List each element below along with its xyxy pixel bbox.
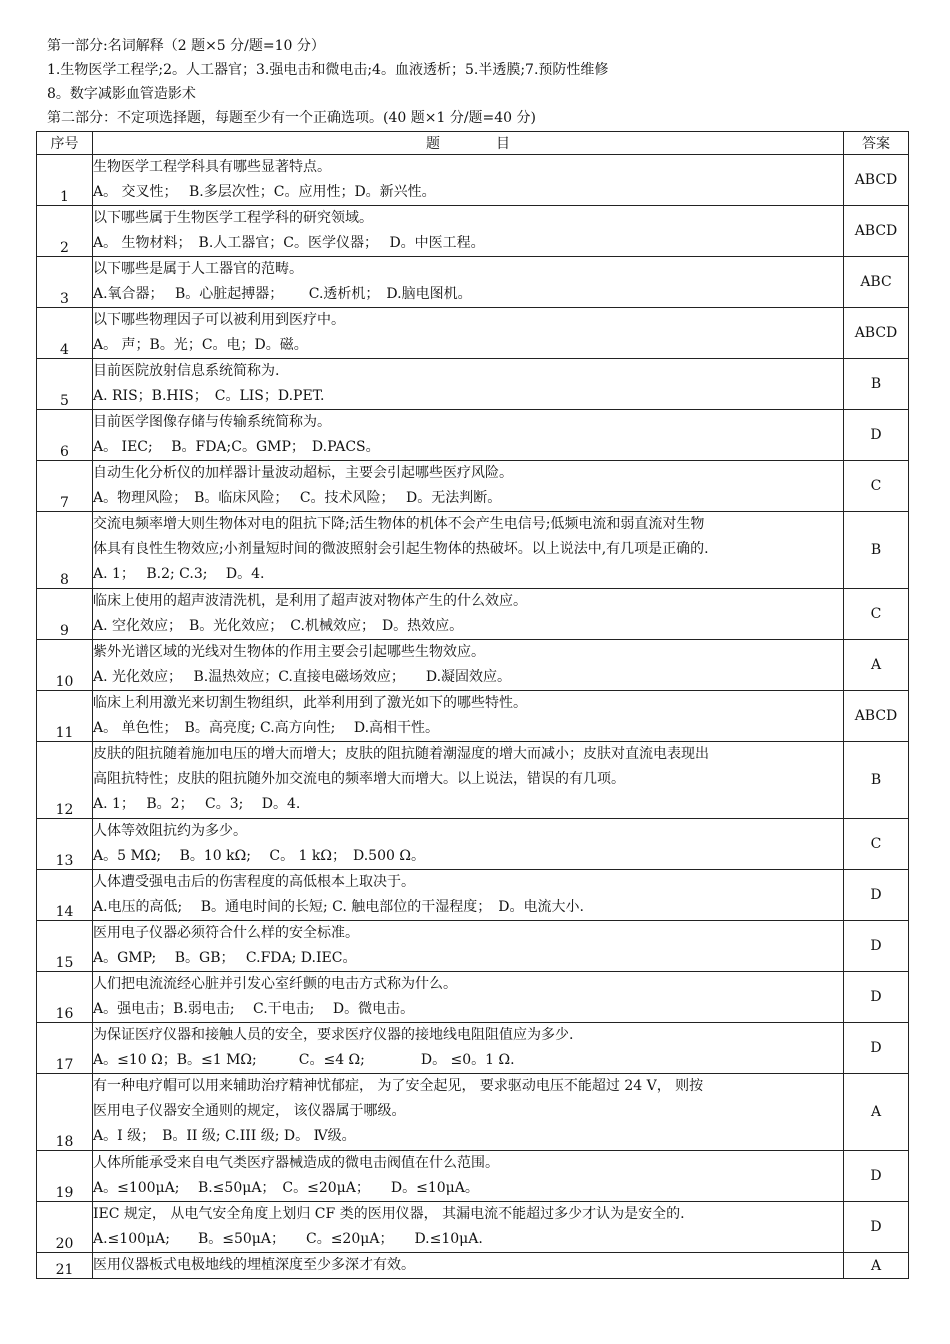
question-stem: 为保证医疗仪器和接触人员的安全，要求医疗仪器的接地线电阻阻值应为多少. (93, 1027, 574, 1043)
question-stem: 人体等效阻抗约为多少。 (93, 823, 247, 839)
question-number: 5 (37, 359, 93, 410)
question-table (36, 131, 909, 1279)
question-number: 4 (37, 308, 93, 359)
question-text (93, 870, 844, 921)
question-answer: A (844, 1253, 909, 1279)
question-options: A。≤100μA; B.≤50μA； C。≤20μA； D。≤10μA。 (93, 1180, 479, 1196)
question-number: 2 (37, 206, 93, 257)
question-number: 6 (37, 410, 93, 461)
table-row (37, 1253, 909, 1279)
table-row (37, 972, 909, 1023)
table-row (37, 1023, 909, 1074)
question-answer: ABCD (844, 155, 909, 206)
question-text (93, 742, 844, 819)
question-text (93, 691, 844, 742)
question-options: A. 空化效应； B。光化效应； C.机械效应； D。热效应。 (93, 618, 464, 634)
table-row (37, 589, 909, 640)
question-answer: D (844, 1202, 909, 1253)
question-number: 3 (37, 257, 93, 308)
table-row (37, 640, 909, 691)
question-text (93, 359, 844, 410)
question-number: 21 (37, 1253, 93, 1279)
question-stem: 皮肤的阻抗随着施加电压的增大而增大；皮肤的阻抗随着潮湿度的增大而减小；皮肤对直流电表现出 (93, 746, 709, 762)
part2-title: 第二部分：不定项选择题，每题至少有一个正确选项。(40 题×1 分/题=40 分) (47, 110, 536, 126)
question-options: A。5 MΩ; B。10 kΩ; C。 1 kΩ； D.500 Ω。 (93, 848, 425, 864)
question-answer: C (844, 819, 909, 870)
table-row (37, 1202, 909, 1253)
question-number: 19 (37, 1151, 93, 1202)
question-answer: A (844, 1074, 909, 1151)
question-text (93, 640, 844, 691)
question-stem: 紫外光谱区域的光线对生物体的作用主要会引起哪些生物效应。 (93, 644, 485, 660)
question-answer: D (844, 972, 909, 1023)
question-options: A。≤10 Ω；B。≤1 MΩ; C。≤4 Ω; D。 ≤0。1 Ω. (93, 1052, 515, 1068)
table-row (37, 921, 909, 972)
question-answer: D (844, 870, 909, 921)
question-stem: 以下哪些是属于人工器官的范畴。 (93, 261, 303, 277)
question-text (93, 589, 844, 640)
question-text (93, 512, 844, 589)
question-text (93, 819, 844, 870)
header-question: 题 目 (93, 132, 844, 155)
table-row (37, 819, 909, 870)
question-stem: 体具有良性生物效应;小剂量短时间的微波照射会引起生物体的热破坏。以上说法中,有几项是正确的. (93, 541, 709, 557)
table-row (37, 410, 909, 461)
question-text (93, 1151, 844, 1202)
question-options: A.电压的高低; B。通电时间的长短; C. 触电部位的干湿程度； D。电流大小. (93, 899, 584, 915)
question-answer: D (844, 1151, 909, 1202)
question-options: A。强电击；B.弱电击; C.干电击; D。微电击。 (93, 1001, 415, 1017)
question-answer: C (844, 589, 909, 640)
question-number: 13 (37, 819, 93, 870)
question-text (93, 410, 844, 461)
question-answer: D (844, 410, 909, 461)
table-row (37, 206, 909, 257)
question-answer: ABCD (844, 691, 909, 742)
question-options: A。GMP; B。GB； C.FDA; D.IEC。 (93, 950, 357, 966)
question-answer: D (844, 1023, 909, 1074)
question-number: 10 (37, 640, 93, 691)
question-number: 12 (37, 742, 93, 819)
question-text (93, 1023, 844, 1074)
question-number: 9 (37, 589, 93, 640)
question-answer: C (844, 461, 909, 512)
question-answer: B (844, 742, 909, 819)
question-number: 14 (37, 870, 93, 921)
table-row (37, 1151, 909, 1202)
part1-title: 第一部分:名词解释（2 题×5 分/题=10 分） (47, 38, 325, 54)
question-stem: 交流电频率增大则生物体对电的阻抗下降;活生物体的机体不会产生电信号;低频电流和弱直流对生物 (93, 516, 705, 532)
question-stem: 医用电子仪器安全通则的规定， 该仪器属于哪级。 (93, 1103, 406, 1119)
question-answer: ABC (844, 257, 909, 308)
question-stem: 目前医院放射信息系统简称为. (93, 363, 280, 379)
question-options: A。 声；B。光；C。电；D。磁。 (93, 337, 308, 353)
question-text (93, 1074, 844, 1151)
question-answer: D (844, 921, 909, 972)
question-answer: ABCD (844, 308, 909, 359)
part1-terms-line1: 1.生物医学工程学;2。人工器官；3.强电击和微电击;4。血液透析；5.半透膜;7.预防性维修 (47, 62, 609, 78)
question-number: 17 (37, 1023, 93, 1074)
header-num: 序号 (37, 132, 93, 155)
question-options: A。I 级； B。II 级; C.III 级; D。 Ⅳ级。 (93, 1128, 356, 1144)
question-answer: B (844, 359, 909, 410)
question-text (93, 1253, 844, 1279)
question-text (93, 461, 844, 512)
question-text (93, 921, 844, 972)
question-options: A。物理风险； B。临床风险； C。技术风险； D。无法判断。 (93, 490, 502, 506)
question-stem: 生物医学工程学科具有哪些显著特点。 (93, 159, 331, 175)
question-stem: 自动生化分析仪的加样器计量波动超标，主要会引起哪些医疗风险。 (93, 465, 513, 481)
question-number: 11 (37, 691, 93, 742)
question-number: 7 (37, 461, 93, 512)
question-number: 18 (37, 1074, 93, 1151)
question-text (93, 155, 844, 206)
question-options: A。 交叉性； B.多层次性；C。应用性；D。新兴性。 (93, 184, 436, 200)
table-row (37, 512, 909, 589)
question-options: A。 生物材料； B.人工器官；C。医学仪器； D。中医工程。 (93, 235, 485, 251)
question-answer: A (844, 640, 909, 691)
header-answer: 答案 (844, 132, 909, 155)
question-answer: B (844, 512, 909, 589)
question-options: A. RIS；B.HIS； C。LIS；D.PET. (93, 388, 325, 404)
question-options: A. 1； B。2； C。3; D。4. (93, 796, 301, 812)
question-stem: 人们把电流流经心脏并引发心室纤颤的电击方式称为什么。 (93, 976, 457, 992)
question-text (93, 206, 844, 257)
question-stem: 临床上利用激光来切割生物组织，此举利用到了激光如下的哪些特性。 (93, 695, 527, 711)
table-row (37, 155, 909, 206)
question-options: A. 1； B.2; C.3; D。4. (93, 566, 265, 582)
question-stem: 临床上使用的超声波清洗机，是利用了超声波对物体产生的什么效应。 (93, 593, 527, 609)
question-number: 16 (37, 972, 93, 1023)
question-number: 8 (37, 512, 93, 589)
question-text (93, 1202, 844, 1253)
table-row (37, 870, 909, 921)
question-number: 20 (37, 1202, 93, 1253)
document-header (47, 34, 907, 130)
table-row (37, 359, 909, 410)
table-row (37, 257, 909, 308)
table-row (37, 308, 909, 359)
question-text (93, 257, 844, 308)
question-stem: 医用仪器板式电极地线的埋植深度至少多深才有效。 (93, 1257, 415, 1273)
question-number: 1 (37, 155, 93, 206)
question-stem: IEC 规定， 从电气安全角度上划归 CF 类的医用仪器， 其漏电流不能超过多少才认为是安全的. (93, 1206, 685, 1222)
table-row (37, 691, 909, 742)
question-options: A。 IEC; B。FDA;C。GMP； D.PACS。 (93, 439, 380, 455)
part1-terms-line2: 8。数字减影血管造影术 (47, 86, 196, 102)
question-stem: 有一种电疗帽可以用来辅助治疗精神忧郁症， 为了安全起见， 要求驱动电压不能超过 24 V， 则按 (93, 1078, 704, 1094)
question-text (93, 308, 844, 359)
table-header-row (37, 132, 909, 155)
question-options: A。 单色性； B。高亮度; C.高方向性; D.高相干性。 (93, 720, 440, 736)
question-answer: ABCD (844, 206, 909, 257)
question-stem: 以下哪些属于生物医学工程学科的研究领域。 (93, 210, 373, 226)
question-stem: 高阻抗特性；皮肤的阻抗随外加交流电的频率增大而增大。以上说法，错误的有几项。 (93, 771, 625, 787)
question-stem: 医用电子仪器必须符合什么样的安全标准。 (93, 925, 359, 941)
question-text (93, 972, 844, 1023)
question-stem: 目前医学图像存储与传输系统简称为。 (93, 414, 331, 430)
question-stem: 人体所能承受来自电气类医疗器械造成的微电击阀值在什么范围。 (93, 1155, 499, 1171)
question-stem: 人体遭受强电击后的伤害程度的高低根本上取决于。 (93, 874, 415, 890)
question-stem: 以下哪些物理因子可以被利用到医疗中。 (93, 312, 345, 328)
question-number: 15 (37, 921, 93, 972)
table-row (37, 461, 909, 512)
question-options: A. 光化效应； B.温热效应；C.直接电磁场效应； D.凝固效应。 (93, 669, 512, 685)
table-row (37, 742, 909, 819)
table-row (37, 1074, 909, 1151)
question-options: A.≤100μA; B。≤50μA； C。≤20μA； D.≤10μA. (93, 1231, 483, 1247)
question-options: A.氧合器； B。心脏起搏器； C.透析机； D.脑电图机。 (93, 286, 472, 302)
